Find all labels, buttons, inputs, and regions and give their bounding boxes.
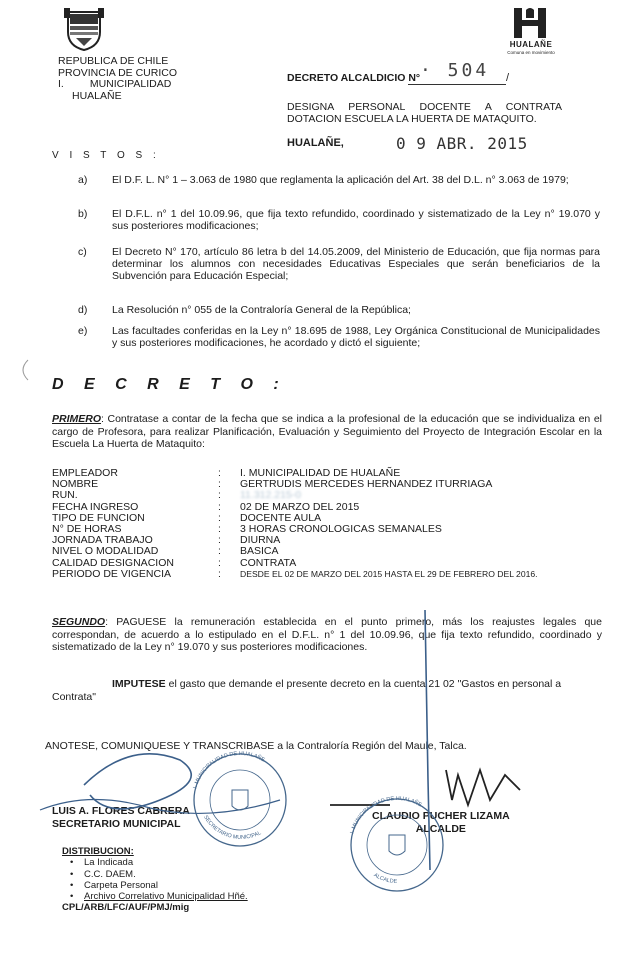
punch-hole-mark bbox=[23, 360, 28, 380]
table-row bbox=[52, 479, 612, 490]
table-row bbox=[52, 569, 612, 580]
imputese-paragraph bbox=[52, 678, 602, 703]
imputese-label: IMPUTESE bbox=[112, 678, 166, 690]
vistos-item-text: Las facultades conferidas en la Ley n° 18.695 de 1988, Ley Orgánica Constitucional de Municipalidades y sus posteriores modificaciones, he acordado y dictó el siguiente; bbox=[112, 325, 600, 349]
municipality-line: I. MUNICIPALIDAD bbox=[58, 78, 172, 90]
city-line: HUALAÑE bbox=[72, 89, 122, 102]
issuer-block bbox=[58, 56, 177, 102]
decree-place: HUALAÑE, bbox=[287, 137, 344, 149]
distribution-item: • La Indicada bbox=[74, 857, 248, 868]
field-value: 02 DE MARZO DEL 2015 bbox=[240, 500, 360, 513]
primero-text: : Contratase a contar de la fecha que se indica a la profesional de la educación que se individualiza en el cargo de Profesora, para realizar Planificación, Evaluación y Seguimiento del Proyecto de Integración Escolar en la Escuela La Huerta de Mataquito: bbox=[52, 413, 602, 450]
mayor-stamp-bottom: ALCALDE bbox=[372, 872, 398, 885]
hualane-h-icon bbox=[510, 6, 550, 40]
mayor-signature bbox=[330, 770, 520, 805]
logo-tagline: Comuna en movimiento bbox=[507, 50, 555, 55]
republic-line: REPUBLICA DE CHILE bbox=[58, 55, 169, 67]
vistos-letter: d) bbox=[78, 304, 88, 316]
field-colon: : bbox=[218, 467, 221, 479]
decree-slash: / bbox=[506, 72, 510, 84]
field-value: DESDE EL 02 DE MARZO DEL 2015 HASTA EL 29 DE FEBRERO DEL 2016. bbox=[240, 568, 538, 579]
field-value: I. MUNICIPALIDAD DE HUALAÑE bbox=[240, 467, 401, 479]
mayor-stamp-top: I. MUNICIPALIDAD DE HUALAÑE bbox=[349, 795, 423, 835]
vistos-letter: e) bbox=[78, 325, 88, 337]
field-value: CONTRATA bbox=[240, 556, 297, 569]
vistos-item-text: La Resolución n° 055 de la Contraloría General de la República; bbox=[112, 304, 411, 316]
segundo-paragraph bbox=[52, 616, 602, 654]
vistos-title: V I S T O S : bbox=[52, 150, 160, 161]
svg-text:ALCALDE bbox=[372, 872, 397, 885]
vistos-item-text: El Decreto N° 170, artículo 86 letra b del 14.05.2009, del Ministerio de Educación, que fija normas para determinar los alumnos con necesidades Educativas Especiales que serán beneficiarios de la Subvención para Educación Especial; bbox=[112, 246, 600, 282]
segundo-label: SEGUNDO bbox=[52, 616, 106, 628]
field-label: PERIODO DE VIGENCIA bbox=[52, 567, 172, 580]
distribution-item: • C.C. DAEM. bbox=[74, 869, 248, 880]
field-label: NIVEL O MODALIDAD bbox=[52, 545, 159, 558]
distribution-item: • Carpeta Personal bbox=[74, 880, 248, 891]
field-colon: : bbox=[218, 478, 221, 491]
field-value: 11.312.215-0 bbox=[240, 489, 302, 502]
field-label: FECHA INGRESO bbox=[52, 500, 139, 513]
secretary-name: LUIS A. FLORES CABRERA bbox=[52, 805, 190, 817]
field-value: BASICA bbox=[240, 545, 279, 558]
svg-text:I. MUNICIPALIDAD DE HUALAÑE bbox=[193, 751, 266, 789]
field-colon: : bbox=[218, 545, 221, 558]
logo-name: HUALAÑE bbox=[509, 40, 553, 49]
field-label: EMPLEADOR bbox=[52, 467, 118, 479]
primero-paragraph bbox=[52, 413, 602, 451]
field-colon: : bbox=[218, 556, 221, 569]
signature-right bbox=[372, 810, 510, 836]
field-value: 3 HORAS CRONOLOGICAS SEMANALES bbox=[240, 523, 442, 536]
field-label: RUN. bbox=[52, 489, 78, 502]
primero-label: PRIMERO bbox=[52, 413, 102, 425]
table-row bbox=[52, 490, 612, 501]
field-colon: : bbox=[218, 511, 221, 524]
field-colon: : bbox=[218, 489, 221, 502]
table-row bbox=[52, 546, 612, 557]
field-colon: : bbox=[218, 523, 221, 536]
field-label: TIPO DE FUNCION bbox=[52, 511, 145, 524]
secretary-stamp bbox=[193, 751, 286, 846]
field-value: DIURNA bbox=[240, 534, 281, 547]
employee-table bbox=[52, 468, 612, 580]
anotese-line: ANOTESE, COMUNIQUESE Y TRANSCRIBASE a la Contraloría Región del Maule, Talca. bbox=[45, 740, 467, 752]
distribution-item: • Archivo Correlativo Municipalidad Hñé. bbox=[74, 891, 248, 902]
vistos-letter: a) bbox=[78, 174, 88, 186]
pen-loop-left bbox=[84, 754, 191, 809]
vistos-letter: b) bbox=[78, 208, 88, 220]
field-label: NOMBRE bbox=[52, 478, 99, 491]
distribution-block bbox=[62, 846, 248, 914]
secretary-title: SECRETARIO MUNICIPAL bbox=[52, 818, 181, 830]
vistos-letter: c) bbox=[78, 246, 87, 258]
distribution-list bbox=[62, 857, 248, 902]
field-label: CALIDAD DESIGNACION bbox=[52, 556, 174, 569]
field-value: GERTRUDIS MERCEDES HERNANDEZ ITURRIAGA bbox=[240, 478, 493, 491]
secretary-stamp-bottom: SECRETARIO MUNICIPAL bbox=[202, 814, 263, 841]
reference-code: CPL/ARB/LFC/AUF/PMJ/mig bbox=[62, 902, 190, 914]
secretary-stamp-top: I. MUNICIPALIDAD DE HUALAÑE bbox=[192, 750, 266, 790]
mayor-title: ALCALDE bbox=[415, 823, 466, 835]
imputese-text: el gasto que demande el presente decreto en la cuenta 21 02 "Gastos en personal a Contrata" bbox=[52, 678, 562, 703]
field-value: DOCENTE AULA bbox=[240, 511, 322, 524]
signature-left bbox=[52, 805, 190, 831]
svg-text:SECRETARIO MUNICIPAL bbox=[202, 815, 262, 841]
decreto-title: D E C R E T O : bbox=[52, 376, 287, 393]
coat-of-arms-icon bbox=[62, 6, 106, 52]
vistos-item-text: El D.F. L. N° 1 – 3.063 de 1980 que reglamenta la aplicación del Art. 38 del D.L. n° 3.063 de 1979; bbox=[112, 174, 569, 186]
mayor-name: CLAUDIO PUCHER LIZAMA bbox=[372, 810, 510, 822]
decree-label: DECRETO ALCALDICIO N° bbox=[287, 72, 421, 84]
decree-number: · 504 bbox=[420, 60, 490, 81]
distribution-title: DISTRIBUCION: bbox=[62, 846, 134, 857]
decree-underline bbox=[408, 84, 506, 85]
decree-subject: DESIGNA PERSONAL DOCENTE A CONTRATA DOTACION ESCUELA LA HUERTA DE MATAQUITO. bbox=[287, 101, 562, 125]
segundo-text: : PAGUESE la remuneración establecida en el punto primero, más los reajustes legales que correspondan, de acuerdo a lo estipulado en el D.F.L. n° 1 del 10.09.96, que fija texto refundido, coordinado y sistematizado de la Ley n° 19.070 y sus posteriores modificaciones. bbox=[52, 616, 602, 653]
province-line: PROVINCIA DE CURICO bbox=[58, 66, 178, 79]
date-stamp: 0 9 ABR. 2015 bbox=[396, 134, 528, 153]
field-colon: : bbox=[218, 534, 221, 547]
vistos-item-text: El D.F.L. n° 1 del 10.09.96, que fija texto refundido, coordinado y sistematizado de la Ley n° 19.070 y sus posteriores modificaciones; bbox=[112, 208, 600, 232]
field-label: N° DE HORAS bbox=[52, 523, 122, 536]
field-colon: : bbox=[218, 567, 221, 580]
field-label: JORNADA TRABAJO bbox=[52, 534, 153, 547]
field-colon: : bbox=[218, 500, 221, 513]
